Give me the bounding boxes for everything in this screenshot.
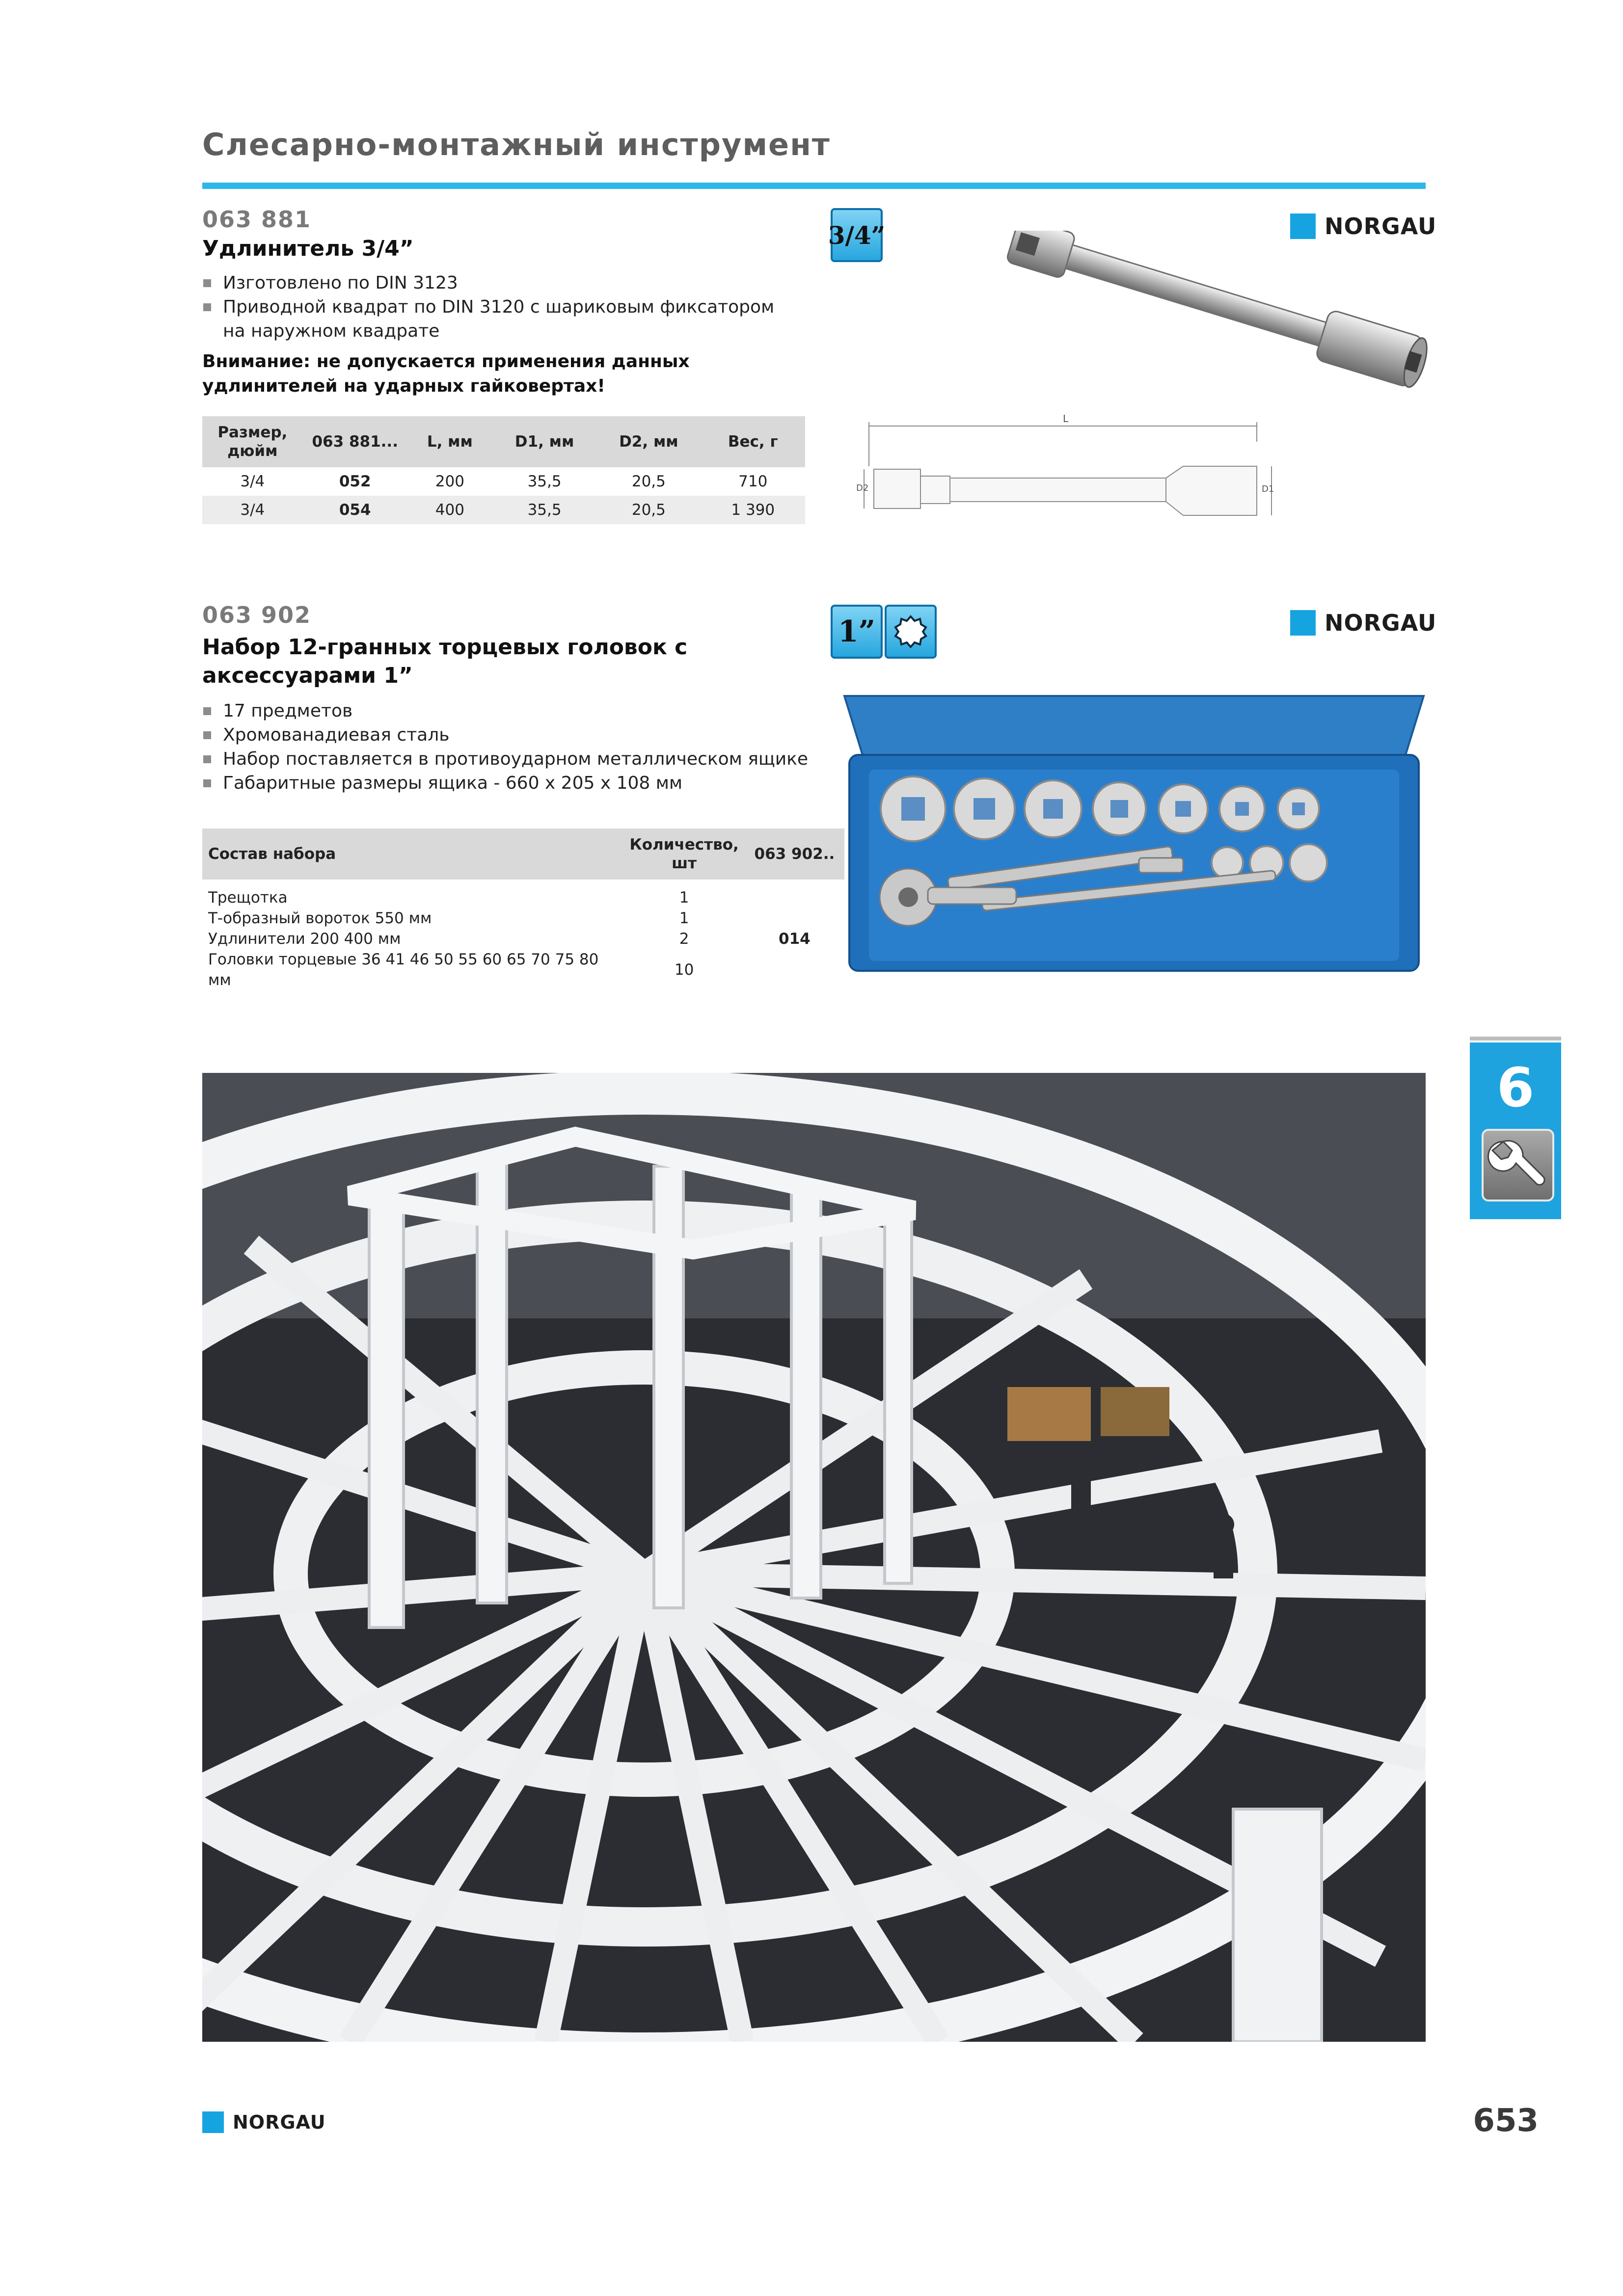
table-cell: Головки торцевые 36 41 46 50 55 60 65 70 75 80 мм (208, 951, 599, 989)
feature-item: Габаритные размеры ящика - 660 х 205 х 108 мм (202, 771, 816, 795)
brand-name: NORGAU (1325, 610, 1437, 636)
table-header-row (202, 828, 844, 880)
column-header: L, мм (407, 416, 492, 467)
table-cell: 710 (738, 473, 768, 490)
drive-size-label: 1” (838, 614, 876, 649)
table-cell: 20,5 (631, 473, 666, 490)
table-cell: 200 (435, 473, 464, 490)
footer-brand-logo (202, 2111, 326, 2133)
table-cell: 20,5 (596, 496, 701, 524)
table-row (202, 496, 805, 524)
drive-size-label: 3/4” (828, 220, 886, 250)
wrench-icon (1482, 1129, 1554, 1201)
table-cell: 3/4 (202, 496, 303, 524)
table-cell: 2 (679, 930, 689, 948)
chapter-tab-rule (1470, 1037, 1561, 1041)
table-cell: Трещотка (208, 889, 288, 907)
column-header: 063 881... (303, 416, 407, 467)
drawing-label-d1: D1 (1262, 484, 1274, 494)
column-header: Вес, г (701, 416, 806, 467)
table-cell: 1 (679, 889, 689, 907)
table-cell: 1 (679, 909, 689, 927)
feature-item: Изготовлено по DIN 3123 (202, 271, 791, 295)
product-title: Набор 12-гранных торцевых головок с аксессуарами 1” (202, 635, 688, 688)
set-contents-table (202, 828, 844, 990)
table-cell: 10 (674, 961, 694, 979)
construction-photo (202, 1073, 1426, 2042)
table-row (202, 887, 844, 908)
page-title: Слесарно-монтажный инструмент (202, 127, 831, 162)
brand-square-icon (202, 2111, 224, 2133)
article-code-cell: 014 (779, 930, 811, 948)
extension-bar-drawing (854, 412, 1281, 535)
table-cell: 3/4 (240, 473, 265, 490)
column-header: 063 902.. (745, 828, 844, 880)
spec-table (202, 416, 805, 524)
drive-size-badge (828, 208, 886, 262)
product-article: 063 881 (202, 206, 312, 233)
table-cell: 35,5 (527, 473, 562, 490)
feature-item: Приводной квадрат по DIN 3120 с шариковым фиксатором на наружном квадрате (202, 295, 791, 343)
drive-size-badge (831, 605, 883, 659)
table-cell: 052 (339, 473, 371, 490)
brand-logo (1290, 610, 1436, 636)
column-header: Состав набора (202, 828, 623, 880)
column-header: Размер, дюйм (202, 416, 303, 467)
table-cell: Т-образный вороток 550 мм (208, 909, 432, 927)
header-rule (202, 183, 1426, 189)
drawing-label-length: L (1063, 413, 1069, 425)
product-features (202, 699, 816, 795)
drawing-label-d2: D2 (856, 483, 869, 493)
brand-square-icon (1290, 610, 1316, 636)
page-number: 653 (1473, 2103, 1539, 2139)
table-cell: 1 390 (701, 496, 806, 524)
table-cell: 35,5 (492, 496, 596, 524)
product-warning: Внимание: не допускается применения данных удлинителей на ударных гайковертах! (202, 351, 690, 396)
column-header: D2, мм (596, 416, 701, 467)
twelve-point-socket-icon (885, 605, 937, 659)
chapter-number: 6 (1496, 1056, 1535, 1119)
footer-brand-name: NORGAU (233, 2111, 326, 2133)
table-cell: 400 (407, 496, 492, 524)
product-features (202, 271, 791, 343)
column-header: Количество, шт (623, 828, 744, 880)
extension-bar-photo (977, 231, 1443, 417)
table-cell: 054 (303, 496, 407, 524)
twelve-point-shape (893, 614, 928, 649)
product-title: Удлинитель 3/4” (202, 236, 414, 261)
table-row (202, 467, 805, 496)
wrench-shape (1484, 1131, 1552, 1200)
feature-item: Набор поставляется в противоударном металлическом ящике (202, 747, 816, 771)
table-header-row (202, 416, 805, 467)
product-article: 063 902 (202, 602, 312, 628)
table-cell: Удлинители 200 400 мм (208, 930, 401, 948)
column-header: D1, мм (492, 416, 596, 467)
feature-item: 17 предметов (202, 699, 816, 723)
socket-set-case-photo (835, 681, 1434, 976)
table-row (202, 880, 844, 887)
brand-name: NORGAU (1325, 213, 1437, 240)
feature-item: Хромованадиевая сталь (202, 723, 816, 747)
